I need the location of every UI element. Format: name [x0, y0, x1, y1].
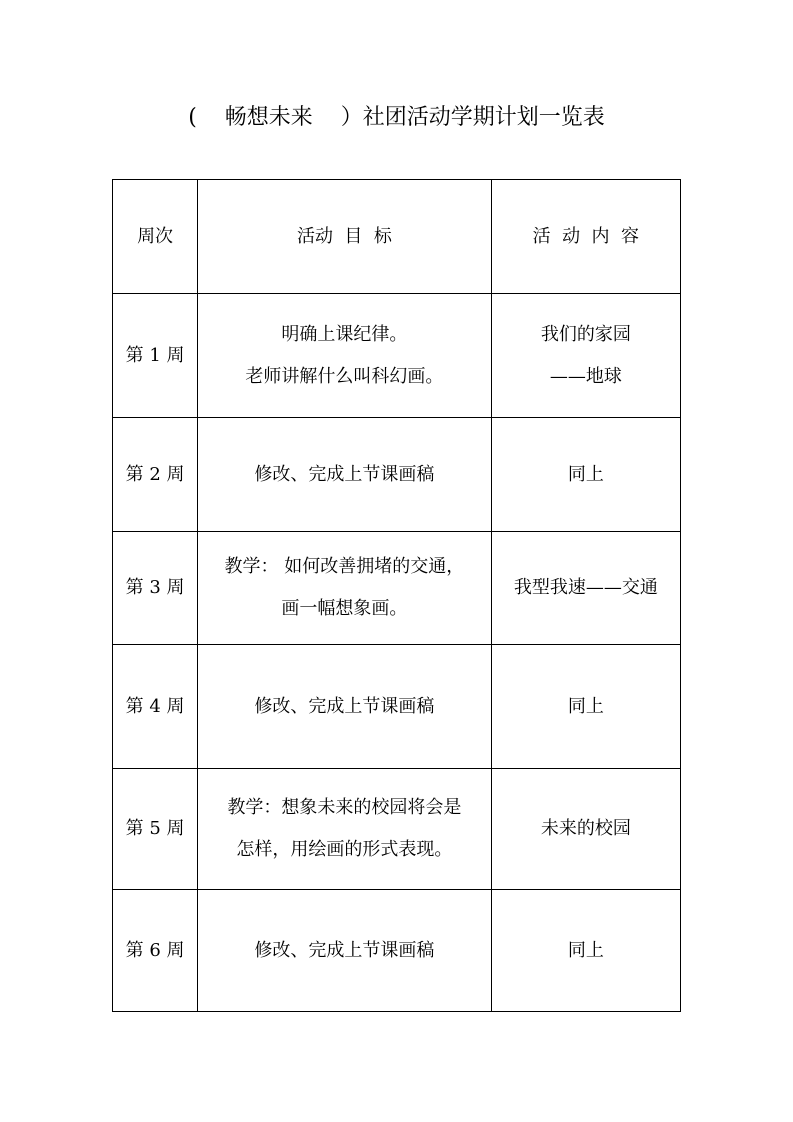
goal-cell — [198, 890, 492, 1012]
content-cell — [491, 645, 680, 769]
page-title: ( 畅想未来 ）社团活动学期计划一览表 — [188, 105, 605, 130]
goal-line: 老师讲解什么叫科幻画。 — [245, 365, 444, 387]
goal-line: 修改、完成上节课画稿 — [254, 463, 435, 485]
content-line: ——地球 — [549, 365, 622, 387]
content-cell — [491, 418, 680, 532]
week-label: 第 1 周 — [125, 344, 185, 366]
table-row — [113, 532, 681, 645]
activity-plan-table — [112, 179, 681, 1012]
week-cell — [113, 890, 198, 1012]
goal-line: 画一幅想象画。 — [281, 598, 408, 619]
goal-line: 怎样，用绘画的形式表现。 — [236, 839, 453, 860]
week-label: 第 2 周 — [125, 463, 185, 485]
week-label: 第 3 周 — [125, 577, 185, 598]
table-row — [113, 645, 681, 769]
week-label: 第 5 周 — [125, 818, 185, 839]
header-content-label: 活 动 内 容 — [532, 225, 639, 247]
week-cell — [113, 532, 198, 645]
table-header-row — [113, 180, 681, 294]
content-cell — [491, 769, 680, 890]
table-row — [113, 769, 681, 890]
header-week — [113, 180, 198, 294]
content-line: 我型我速——交通 — [513, 577, 658, 598]
content-cell — [491, 890, 680, 1012]
week-cell — [113, 645, 198, 769]
content-line: 同上 — [567, 939, 604, 961]
week-label: 第 4 周 — [125, 695, 185, 717]
goal-line: 修改、完成上节课画稿 — [254, 939, 435, 961]
header-content — [491, 180, 680, 294]
week-cell — [113, 418, 198, 532]
header-goal-label: 活动 目 标 — [296, 225, 392, 247]
content-line: 我们的家园 — [540, 323, 631, 345]
goal-line: 教学： 如何改善拥堵的交通， — [224, 556, 465, 577]
content-line: 同上 — [567, 695, 604, 717]
goal-cell — [198, 645, 492, 769]
week-label: 第 6 周 — [125, 939, 185, 961]
table-row — [113, 294, 681, 418]
goal-cell — [198, 532, 492, 645]
header-goal — [198, 180, 492, 294]
content-line: 同上 — [567, 463, 604, 485]
content-line: 未来的校园 — [540, 818, 631, 839]
week-cell — [113, 769, 198, 890]
goal-line: 教学：想象未来的校园将会是 — [227, 797, 462, 818]
goal-line: 明确上课纪律。 — [281, 323, 408, 345]
goal-line: 修改、完成上节课画稿 — [254, 695, 435, 717]
content-cell — [491, 532, 680, 645]
goal-cell — [198, 294, 492, 418]
header-week-label: 周次 — [137, 225, 174, 247]
table-row — [113, 890, 681, 1012]
goal-cell — [198, 418, 492, 532]
content-cell — [491, 294, 680, 418]
goal-cell — [198, 769, 492, 890]
week-cell — [113, 294, 198, 418]
table-row — [113, 418, 681, 532]
